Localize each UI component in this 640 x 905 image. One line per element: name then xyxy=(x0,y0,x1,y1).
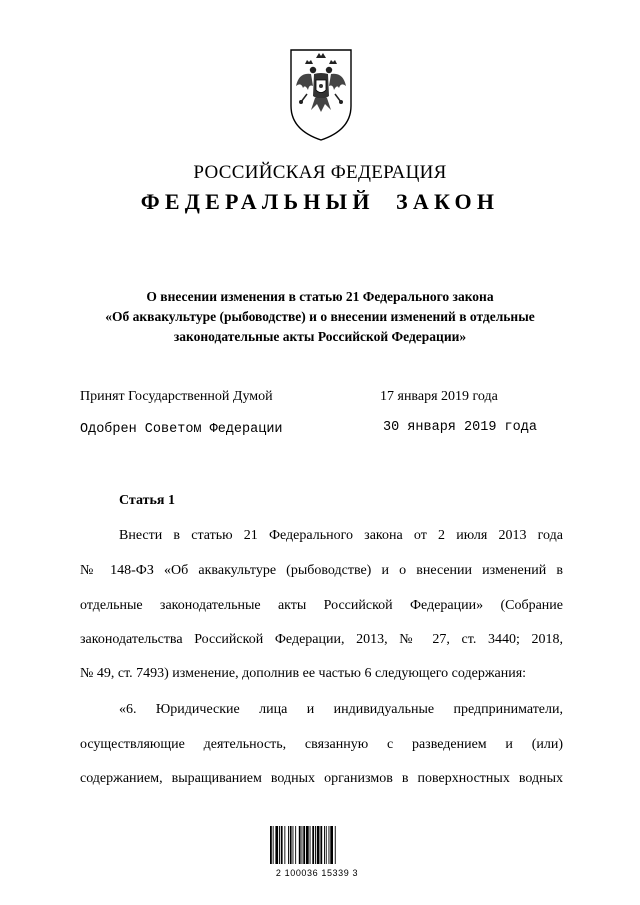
law-title-line: «Об аквакультуре (рыбоводстве) и о внесении изменений в отдельные xyxy=(105,309,535,324)
article-text-line: отдельные законодательные акты Российской Федерации» (Собрание xyxy=(80,598,563,613)
article-text-line: осуществляющие деятельность, связанную с разведением и (или) xyxy=(80,737,563,752)
barcode-icon xyxy=(268,822,358,867)
council-approval-date: 30 января 2019 года xyxy=(383,420,537,435)
article-text-line: № 49, ст. 7493) изменение, дополнив ее частью 6 следующего содержания: xyxy=(80,666,527,681)
duma-adoption-label: Принят Государственной Думой xyxy=(80,389,273,404)
article-text-line: законодательства Российской Федерации, 2013, № 27, ст. 3440; 2018, xyxy=(80,632,563,647)
law-title xyxy=(60,287,580,347)
state-emblem-icon xyxy=(287,44,355,144)
article-heading: Статья 1 xyxy=(119,493,175,508)
article-text-line: № 148-ФЗ «Об аквакультуре (рыбоводстве) и о внесении изменений в xyxy=(80,563,563,578)
council-approval-label: Одобрен Советом Федерации xyxy=(80,422,283,437)
duma-adoption-date: 17 января 2019 года xyxy=(380,389,498,404)
article-text-line: Внести в статью 21 Федерального закона от 2 июля 2013 года xyxy=(119,528,563,543)
law-title-line: законодательные акты Российской Федерации» xyxy=(173,329,467,344)
law-type: ФЕДЕРАЛЬНЫЙ ЗАКОН xyxy=(140,189,500,214)
country-name: РОССИЙСКАЯ ФЕДЕРАЦИЯ xyxy=(193,162,447,183)
barcode-number: 2 100036 15339 3 xyxy=(275,868,359,878)
article-text-line: «6. Юридические лица и индивидуальные предприниматели, xyxy=(119,702,563,717)
article-text-line: содержанием, выращиванием водных организмов в поверхностных водных xyxy=(80,771,563,786)
law-title-line: О внесении изменения в статью 21 Федерального закона xyxy=(146,289,494,304)
